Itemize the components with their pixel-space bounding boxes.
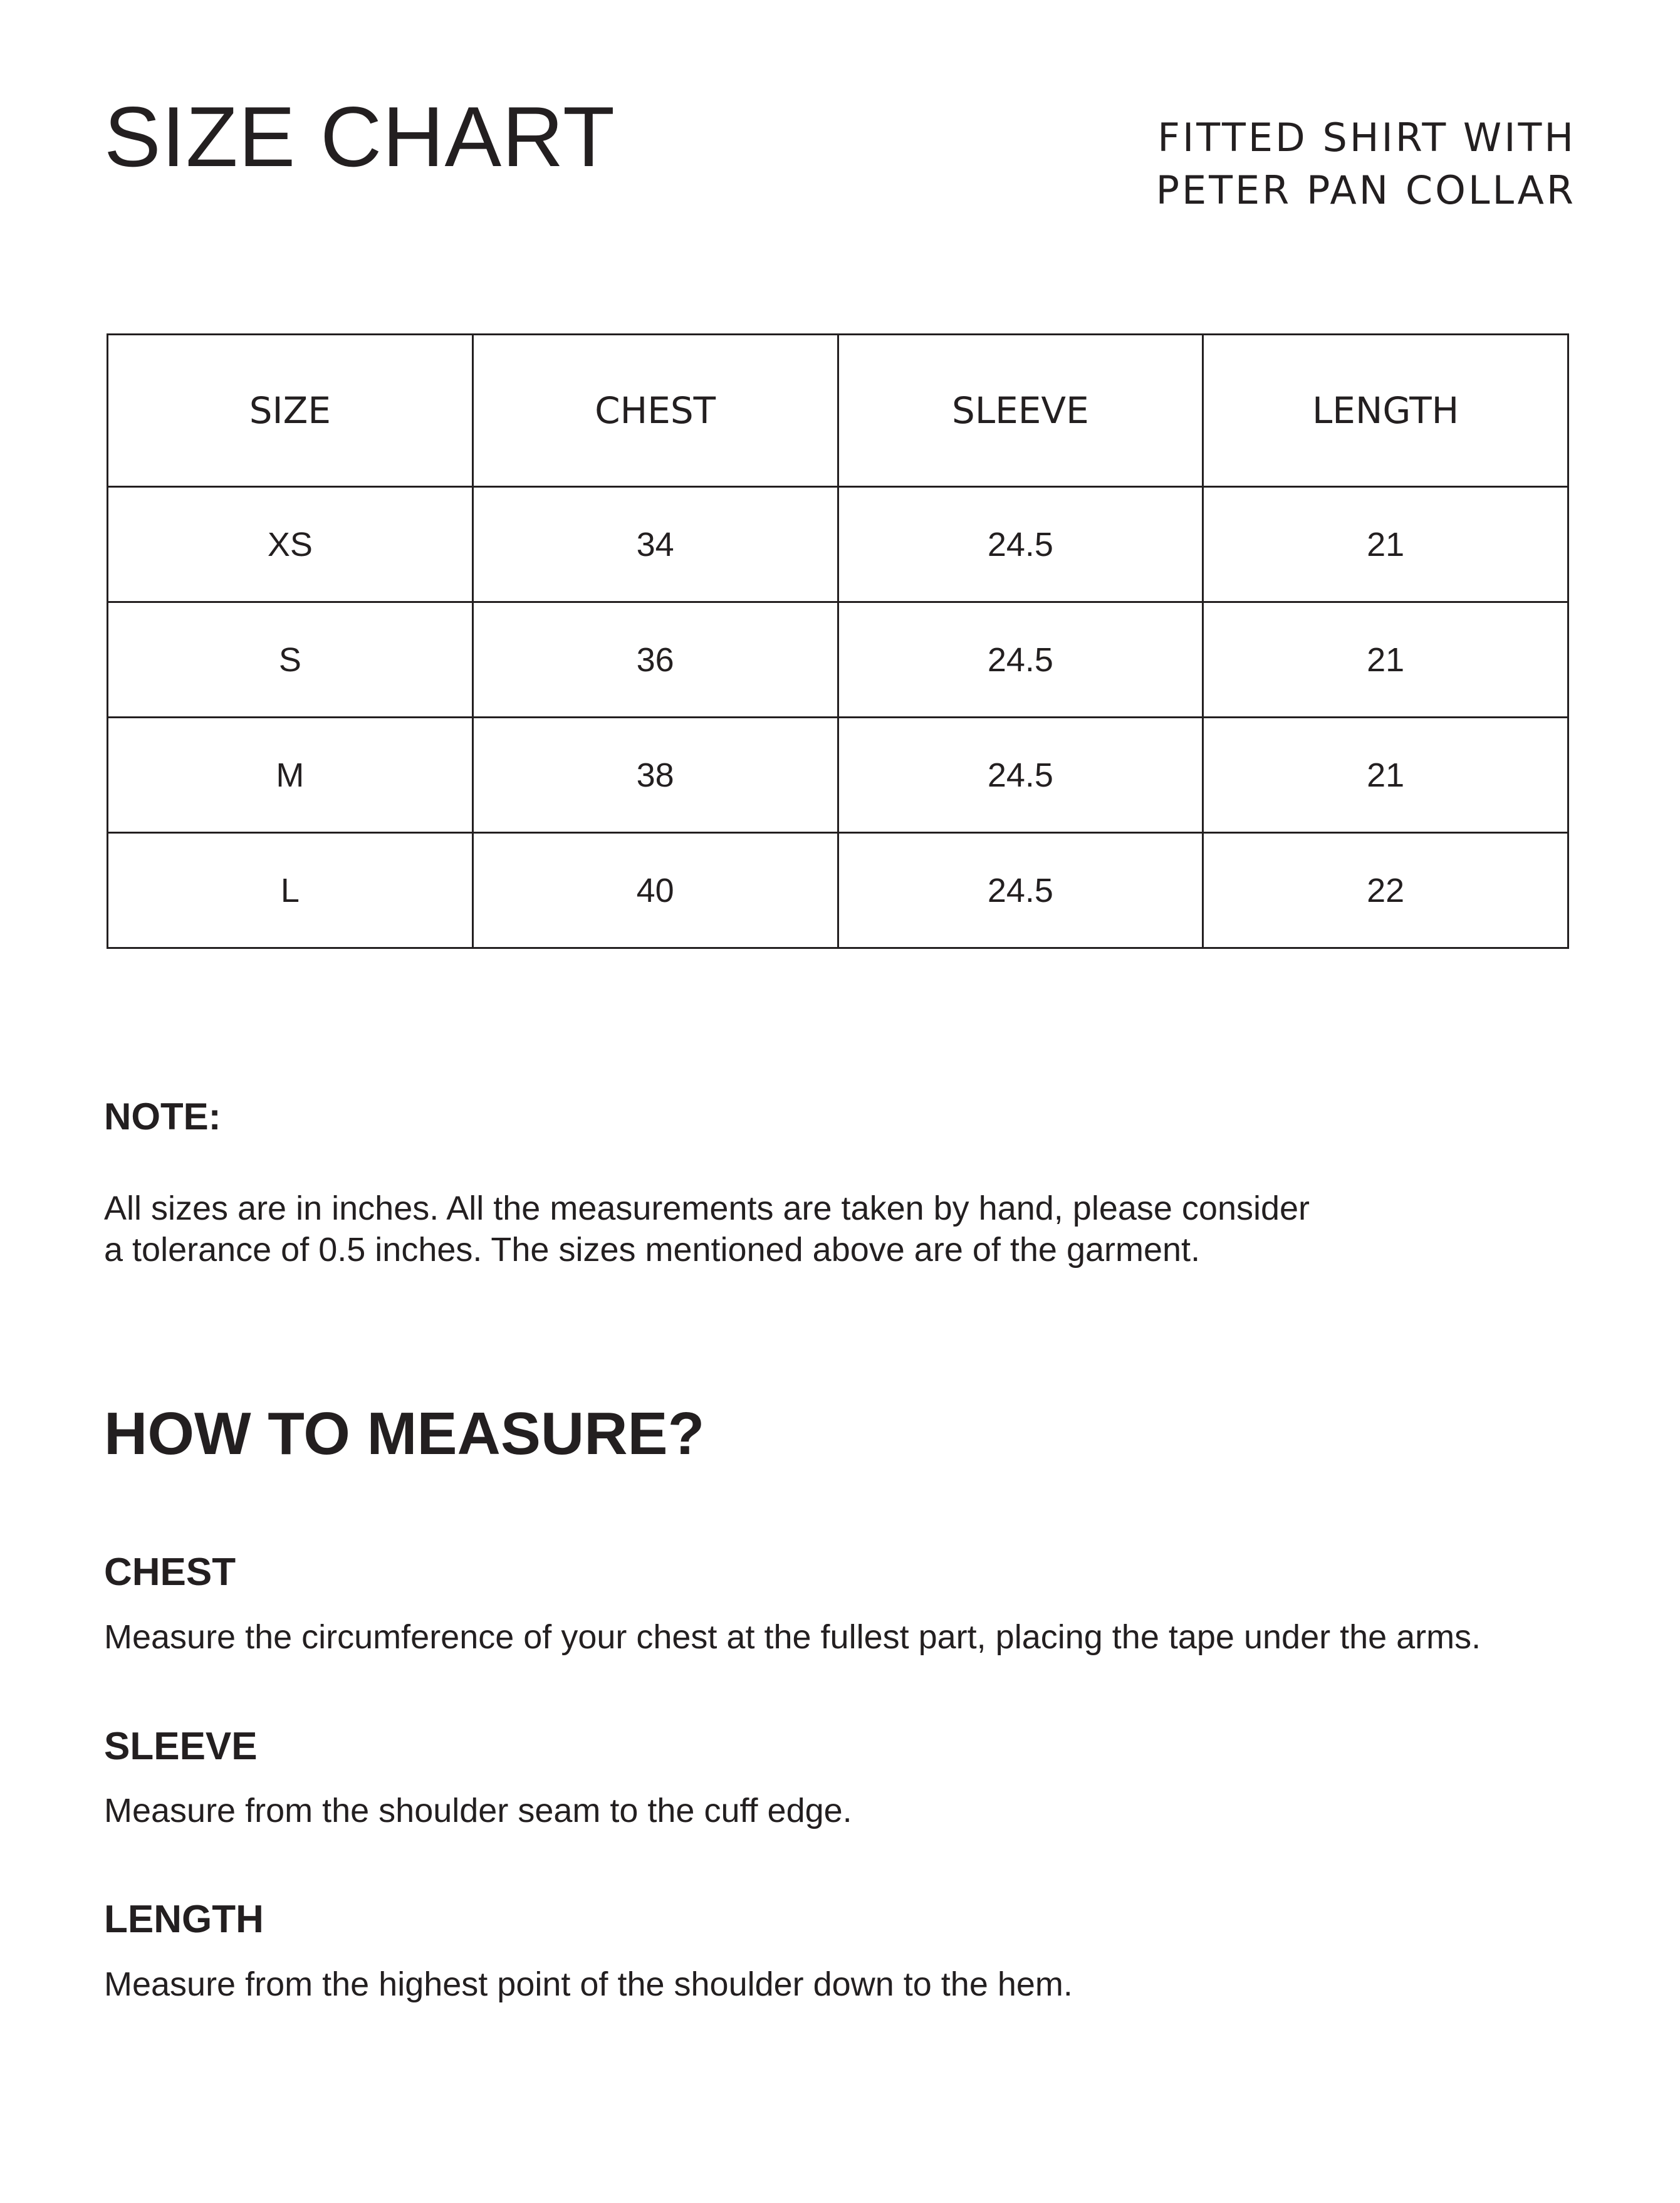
cell-size: S — [108, 602, 473, 718]
table-row — [108, 833, 1568, 948]
cell-length: 21 — [1203, 487, 1568, 602]
page-title: SIZE CHART — [104, 89, 616, 184]
sleeve-description: Measure from the shoulder seam to the cuff edge. — [104, 1792, 852, 1829]
table-row — [108, 718, 1568, 833]
cell-length: 21 — [1203, 602, 1568, 718]
note-line-1: All sizes are in inches. All the measurements are taken by hand, please consider — [104, 1190, 1310, 1227]
table-row — [108, 602, 1568, 718]
length-description: Measure from the highest point of the shoulder down to the hem. — [104, 1965, 1073, 2003]
cell-sleeve: 24.5 — [838, 718, 1203, 833]
cell-size: L — [108, 833, 473, 948]
note-heading: NOTE: — [104, 1096, 221, 1138]
header-chest: CHEST — [472, 335, 838, 487]
size-table — [107, 333, 1569, 949]
cell-chest: 36 — [472, 602, 838, 718]
table-row — [108, 487, 1568, 602]
table-header-row — [108, 335, 1568, 487]
header-sleeve: SLEEVE — [838, 335, 1203, 487]
header-length: LENGTH — [1203, 335, 1568, 487]
product-title-line-1: FITTED SHIRT WITH — [1157, 115, 1576, 160]
cell-size: XS — [108, 487, 473, 602]
cell-sleeve: 24.5 — [838, 833, 1203, 948]
product-title-line-2: PETER PAN COLLAR — [1156, 167, 1576, 213]
length-heading: LENGTH — [104, 1898, 264, 1941]
cell-sleeve: 24.5 — [838, 487, 1203, 602]
cell-chest: 40 — [472, 833, 838, 948]
cell-length: 22 — [1203, 833, 1568, 948]
note-body — [104, 1188, 1545, 1270]
cell-sleeve: 24.5 — [838, 602, 1203, 718]
product-title — [1156, 112, 1576, 217]
header-size: SIZE — [108, 335, 473, 487]
note-line-2: a tolerance of 0.5 inches. The sizes mentioned above are of the garment. — [104, 1231, 1201, 1269]
how-to-measure-heading: HOW TO MEASURE? — [104, 1400, 705, 1467]
cell-length: 21 — [1203, 718, 1568, 833]
sleeve-heading: SLEEVE — [104, 1725, 258, 1768]
cell-chest: 34 — [472, 487, 838, 602]
cell-size: M — [108, 718, 473, 833]
chest-heading: CHEST — [104, 1551, 236, 1594]
chest-description: Measure the circumference of your chest at the fullest part, placing the tape under the arms. — [104, 1618, 1481, 1656]
cell-chest: 38 — [472, 718, 838, 833]
